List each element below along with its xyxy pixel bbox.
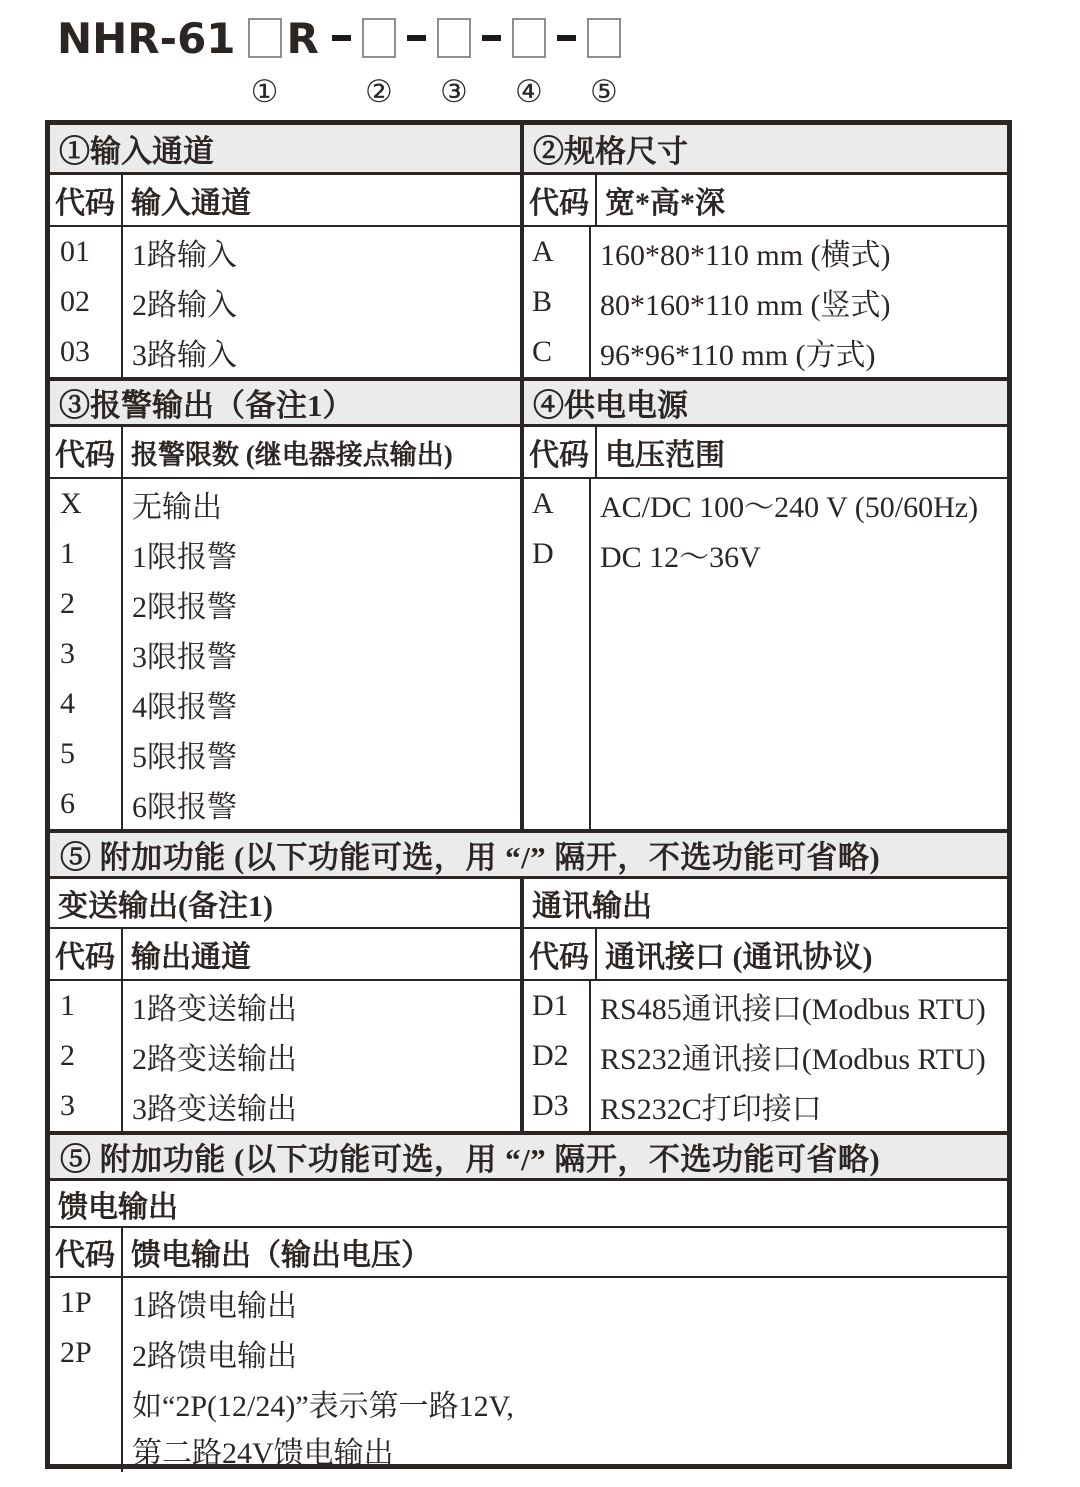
code-cell: 4 — [50, 679, 123, 729]
table-row — [50, 277, 520, 327]
table-row — [50, 1081, 520, 1131]
code-cell: 02 — [50, 277, 123, 327]
dash-separator — [482, 35, 501, 41]
model-code-box-1 — [248, 18, 282, 58]
model-code-block — [0, 0, 1080, 114]
code-cell: B — [524, 277, 591, 327]
position-marker-2: ② — [364, 73, 393, 109]
dimensions-header-row — [520, 175, 1007, 225]
desc-cell: 96*96*110 mm (方式) — [600, 339, 876, 372]
communication-header-row — [520, 929, 1007, 979]
desc-column-header: 电压范围 — [605, 439, 725, 472]
dash-separator — [332, 35, 351, 41]
code-cell: D1 — [524, 981, 591, 1031]
transmission-output-body — [50, 981, 520, 1131]
column-headers-input-dimensions — [50, 172, 1007, 225]
code-cell: 1 — [50, 981, 123, 1031]
code-cell: 1 — [50, 529, 123, 579]
position-markers-row — [57, 72, 1080, 114]
position-marker-1: ① — [250, 73, 279, 109]
desc-cell: AC/DC 100～240 V (50/60Hz) — [600, 491, 979, 524]
column-headers-trans-comm — [50, 927, 1007, 979]
code-column-header: 代码 — [524, 929, 597, 979]
desc-cell: RS485通讯接口(Modbus RTU) — [600, 993, 986, 1026]
code-cell: D3 — [524, 1081, 591, 1131]
table-row — [524, 327, 1007, 377]
model-code-box-2 — [362, 18, 396, 58]
code-cell: 2 — [50, 1031, 123, 1081]
section-title-band-additional-2 — [50, 1131, 1007, 1178]
input-channels-body — [50, 227, 520, 377]
table-row — [524, 1081, 1007, 1131]
dash-separator — [407, 35, 426, 41]
desc-cell: 2限报警 — [132, 591, 237, 624]
desc-cell: DC 12～36V — [600, 541, 761, 574]
code-column-header: 代码 — [50, 1228, 123, 1276]
desc-column-header: 输入通道 — [131, 187, 251, 220]
code-column-header: 代码 — [50, 929, 123, 979]
desc-cell: 第二路24V馈电输出 — [132, 1437, 394, 1470]
power-supply-body — [520, 479, 1007, 829]
desc-cell: 1限报警 — [132, 541, 237, 574]
section-title-band-alarm-power — [50, 377, 1007, 424]
subsection-titles-trans-comm — [50, 876, 1007, 927]
code-cell — [50, 1378, 123, 1428]
table-row — [524, 227, 1007, 277]
section-title-alarm-output: ③报警输出（备注1） — [59, 388, 354, 423]
dimensions-body — [520, 227, 1007, 377]
code-cell: 2 — [50, 579, 123, 629]
model-code-box-5 — [587, 18, 621, 58]
section-title-dimensions: ②规格尺寸 — [520, 125, 1007, 172]
code-cell: A — [524, 227, 591, 277]
desc-cell: 4限报警 — [132, 691, 237, 724]
code-cell: 5 — [50, 729, 123, 779]
section-title-additional-functions: ⑤ 附加功能 (以下功能可选，用 “/” 隔开，不选功能可省略) — [60, 1142, 881, 1177]
desc-cell: 3路变送输出 — [132, 1093, 297, 1126]
desc-cell: 2路输入 — [132, 289, 237, 322]
code-cell: 01 — [50, 227, 123, 277]
model-code-box-3 — [437, 18, 471, 58]
subsection-title-communication-output: 通讯输出 — [520, 879, 1007, 927]
code-cell: D — [524, 529, 591, 579]
desc-cell: RS232通讯接口(Modbus RTU) — [600, 1043, 986, 1076]
desc-cell: 160*80*110 mm (横式) — [600, 239, 891, 272]
communication-output-body — [520, 981, 1007, 1131]
desc-column-header: 宽*高*深 — [605, 187, 725, 220]
table-row — [50, 1278, 1007, 1328]
code-cell: 6 — [50, 779, 123, 829]
table-row-filler — [524, 579, 1007, 829]
desc-cell: 2路变送输出 — [132, 1043, 297, 1076]
table-row — [50, 729, 520, 779]
desc-cell: 6限报警 — [132, 791, 237, 824]
code-cell: 2P — [50, 1328, 123, 1378]
table-row — [50, 779, 520, 829]
section-body-alarm-power — [50, 477, 1007, 829]
table-row — [50, 629, 520, 679]
transmission-header-row — [50, 929, 520, 979]
desc-column-header: 馈电输出（输出电压） — [131, 1239, 431, 1272]
position-marker-4: ④ — [514, 73, 543, 109]
desc-cell: 1路变送输出 — [132, 993, 297, 1026]
desc-cell: 无输出 — [132, 491, 222, 524]
table-row — [50, 1031, 520, 1081]
section-title-additional-functions: ⑤ 附加功能 (以下功能可选，用 “/” 隔开，不选功能可省略) — [60, 840, 881, 875]
desc-cell: 1路输入 — [132, 239, 237, 272]
code-column-header: 代码 — [50, 175, 123, 225]
model-r-suffix: R — [286, 13, 319, 63]
table-row — [50, 479, 520, 529]
section-title-band-input-dimensions — [50, 125, 1007, 172]
desc-cell: 80*160*110 mm (竖式) — [600, 289, 891, 322]
table-row — [524, 277, 1007, 327]
table-row — [524, 529, 1007, 579]
code-cell: 3 — [50, 629, 123, 679]
code-cell: D2 — [524, 1031, 591, 1081]
code-column-header: 代码 — [524, 175, 597, 225]
desc-column-header: 报警限数 (继电器接点输出) — [131, 439, 453, 470]
desc-cell: 1路馈电输出 — [132, 1290, 297, 1323]
power-supply-header-row — [520, 427, 1007, 477]
code-cell: 3 — [50, 1081, 123, 1131]
feed-output-header-row — [50, 1226, 1007, 1276]
subsection-title-transmission-output: 变送输出(备注1) — [58, 890, 273, 923]
selection-table — [45, 120, 1012, 1469]
desc-cell: 3路输入 — [132, 339, 237, 372]
table-row — [50, 529, 520, 579]
code-cell: 1P — [50, 1278, 123, 1328]
model-code-line — [57, 8, 1080, 68]
desc-cell: 3限报警 — [132, 641, 237, 674]
code-cell — [50, 1428, 123, 1472]
desc-cell: 5限报警 — [132, 741, 237, 774]
table-row — [524, 981, 1007, 1031]
desc-cell: 2路馈电输出 — [132, 1340, 297, 1373]
alarm-output-header-row — [50, 427, 520, 477]
desc-column-header: 输出通道 — [131, 941, 251, 974]
code-cell: X — [50, 479, 123, 529]
code-column-header: 代码 — [50, 427, 123, 477]
column-headers-alarm-power — [50, 424, 1007, 477]
feed-output-body — [50, 1276, 1007, 1470]
table-row — [50, 579, 520, 629]
input-channels-header-row — [50, 175, 520, 225]
position-marker-5: ⑤ — [589, 73, 618, 109]
table-row — [524, 479, 1007, 529]
table-row — [50, 981, 520, 1031]
table-row — [50, 227, 520, 277]
code-cell: C — [524, 327, 591, 377]
model-code-box-4 — [512, 18, 546, 58]
section-body-input-dimensions — [50, 225, 1007, 377]
dash-separator — [557, 35, 576, 41]
desc-cell: 如“2P(12/24)”表示第一路12V, — [132, 1390, 514, 1423]
code-cell: A — [524, 479, 591, 529]
code-cell: 03 — [50, 327, 123, 377]
position-marker-3: ③ — [439, 73, 468, 109]
desc-cell: RS232C打印接口 — [600, 1093, 822, 1126]
desc-column-header: 通讯接口 (通讯协议) — [605, 941, 873, 974]
section-body-trans-comm — [50, 979, 1007, 1131]
alarm-output-body — [50, 479, 520, 829]
section-title-band-additional-1 — [50, 829, 1007, 876]
model-prefix: NHR-61 — [57, 13, 236, 63]
table-row — [50, 1428, 1007, 1472]
section-title-input-channels: ①输入通道 — [59, 134, 214, 169]
table-row — [50, 679, 520, 729]
section-title-power-supply: ④供电电源 — [520, 381, 1007, 424]
table-row — [50, 1378, 1007, 1428]
table-row — [50, 1328, 1007, 1378]
table-row — [50, 327, 520, 377]
code-column-header: 代码 — [524, 427, 597, 477]
subsection-title-feed-output: 馈电输出 — [50, 1178, 1007, 1226]
table-row — [524, 1031, 1007, 1081]
